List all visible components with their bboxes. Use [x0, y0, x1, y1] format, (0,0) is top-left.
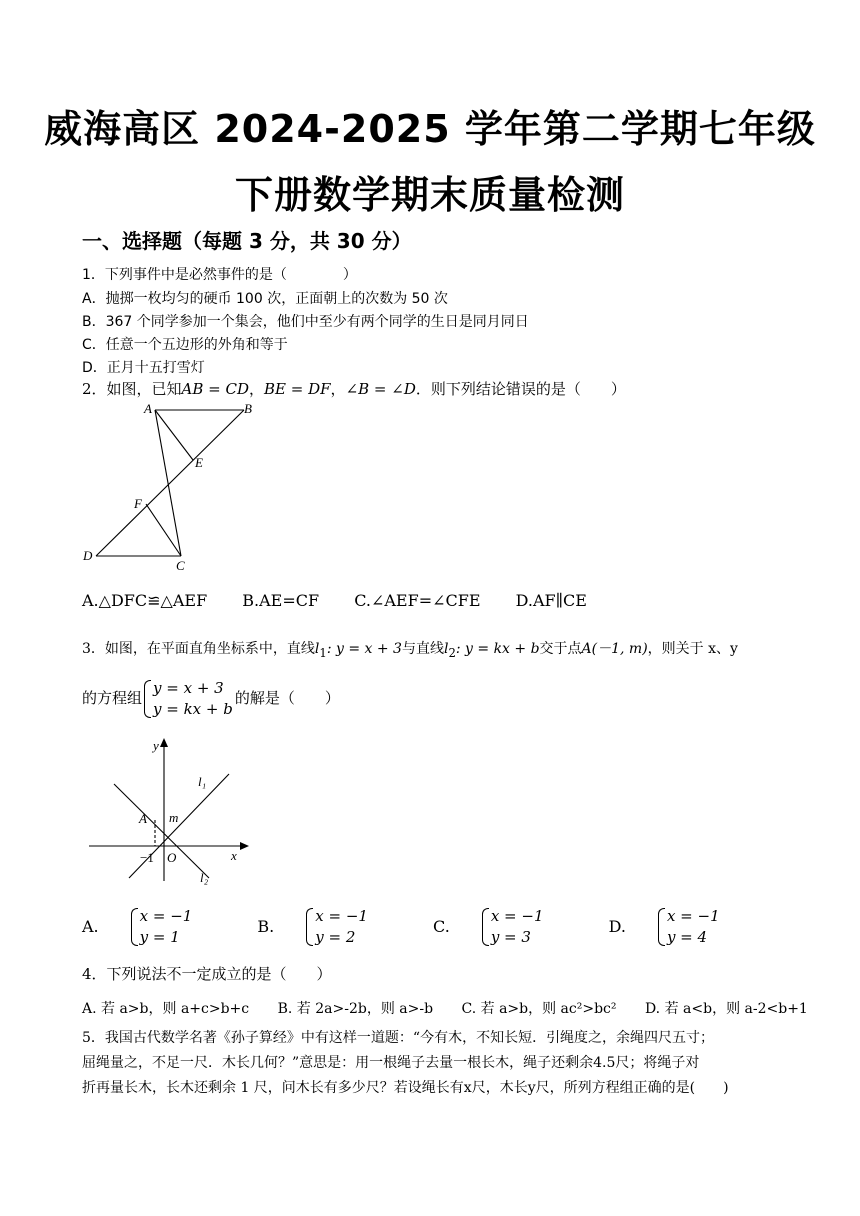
q3-option-a: A. x = −1 y = 1	[82, 907, 193, 946]
q4-option-d: D. 若 a<b，则 a-2<b+1	[644, 1001, 808, 1017]
q2-cond-angles: ∠B = ∠D	[345, 380, 416, 398]
q2-option-d: D.AF∥CE	[515, 591, 587, 610]
q3-m-label: m	[169, 810, 179, 825]
q5-text	[82, 1026, 782, 1101]
q3-neg1-label: −1	[140, 850, 154, 865]
q2-option-b: B.AE=CF	[242, 591, 320, 610]
q3-l2-label: l₂	[200, 870, 209, 885]
q1-stem: 1．下列事件中是必然事件的是（ ）	[82, 267, 357, 283]
q2-cond-be-df: BE = DF	[264, 380, 331, 398]
q2-label-a: A	[144, 401, 152, 416]
q4-option-a: A. 若 a>b，则 a+c>b+c	[82, 1001, 250, 1017]
q5-line-1: 5．我国古代数学名著《孙子算经》中有这样一道题：“今有木，不知长短．引绳度之，余绳四尺五寸；	[82, 1030, 715, 1046]
q2-option-a: A.△DFC≌△AEF	[82, 591, 208, 610]
q1-option-c: C．任意一个五边形的外角和等于	[82, 337, 288, 353]
q4-option-b: B. 若 2a>-2b，则 a>-b	[277, 1001, 434, 1017]
q2-option-c: C.∠AEF=∠CFE	[354, 591, 481, 610]
q3-option-d: D. x = −1 y = 4	[608, 907, 720, 946]
q2-stem: 2．如图，已知AB = CD，BE = DF，∠B = ∠D．则下列结论错误的是（ ）	[82, 380, 626, 398]
q2-label-f: F	[134, 496, 142, 511]
q2-label-e: E	[195, 455, 203, 470]
q2-figure	[78, 400, 268, 575]
page-subtitle: 下册数学期末质量检测	[234, 173, 625, 217]
q3-equation-system: y = x + 3 y = kx + b	[144, 678, 233, 720]
q2-label-b: B	[244, 401, 252, 416]
q3-graph	[84, 736, 254, 886]
q1-option-b: B．367 个同学参加一个集会，他们中至少有两个同学的生日是同月同日	[82, 314, 529, 330]
q3-point-a-label: A	[139, 811, 147, 826]
q3-l1-equation: : y = x + 3	[326, 641, 402, 657]
q2-options	[82, 591, 617, 610]
q3-x-axis-label: x	[231, 848, 237, 863]
q1-option-d: D．正月十五打雪灯	[82, 360, 205, 376]
page-title: 威海高区 2024-2025 学年第二学期七年级	[44, 107, 816, 151]
q2-label-c: C	[176, 558, 185, 573]
q2-cond-ab-cd: AB = CD	[181, 380, 250, 398]
q2-label-d: D	[83, 548, 93, 563]
q1-option-a: A．抛掷一枚均匀的硬币 100 次，正面朝上的次数为 50 次	[82, 291, 448, 307]
q3-options	[82, 906, 780, 948]
q3-l2-equation: : y = kx + b	[455, 641, 540, 657]
q3-option-b: B. x = −1 y = 2	[257, 907, 368, 946]
q3-system-line: 的方程组 y = x + 3 y = kx + b 的解是（ ）	[82, 679, 340, 718]
q4-stem: 4．下列说法不一定成立的是（ ）	[82, 965, 332, 983]
q3-y-axis-label: y	[153, 738, 159, 753]
q5-line-3: 折再量长木，长木还剩余 1 尺，问木长有多少尺？若设绳长有x尺，木长y尺，所列方程组正确的是( )	[82, 1080, 729, 1096]
q3-l1-label: l₁	[198, 774, 207, 789]
q4-option-c: C. 若 a>b，则 ac²>bc²	[461, 1001, 617, 1017]
q3-stem: 3．如图，在平面直角坐标系中，直线$l_1$: y = x + 3与直线$l_2$: y = kx + b交于点A(－1, m)，则关于 x、y	[82, 641, 738, 660]
q3-origin-label: O	[167, 850, 177, 865]
q4-options	[82, 998, 838, 1018]
q3-option-c: C. x = −1 y = 3	[433, 907, 544, 946]
q5-line-2: 屈绳量之，不足一尺．木长几何？”意思是：用一根绳子去量一根长木，绳子还剩余4.5尺；将绳子对	[82, 1055, 700, 1071]
q3-point: A(－1, m)	[581, 641, 648, 657]
section-heading: 一、选择题（每题 3 分，共 30 分）	[82, 229, 412, 253]
